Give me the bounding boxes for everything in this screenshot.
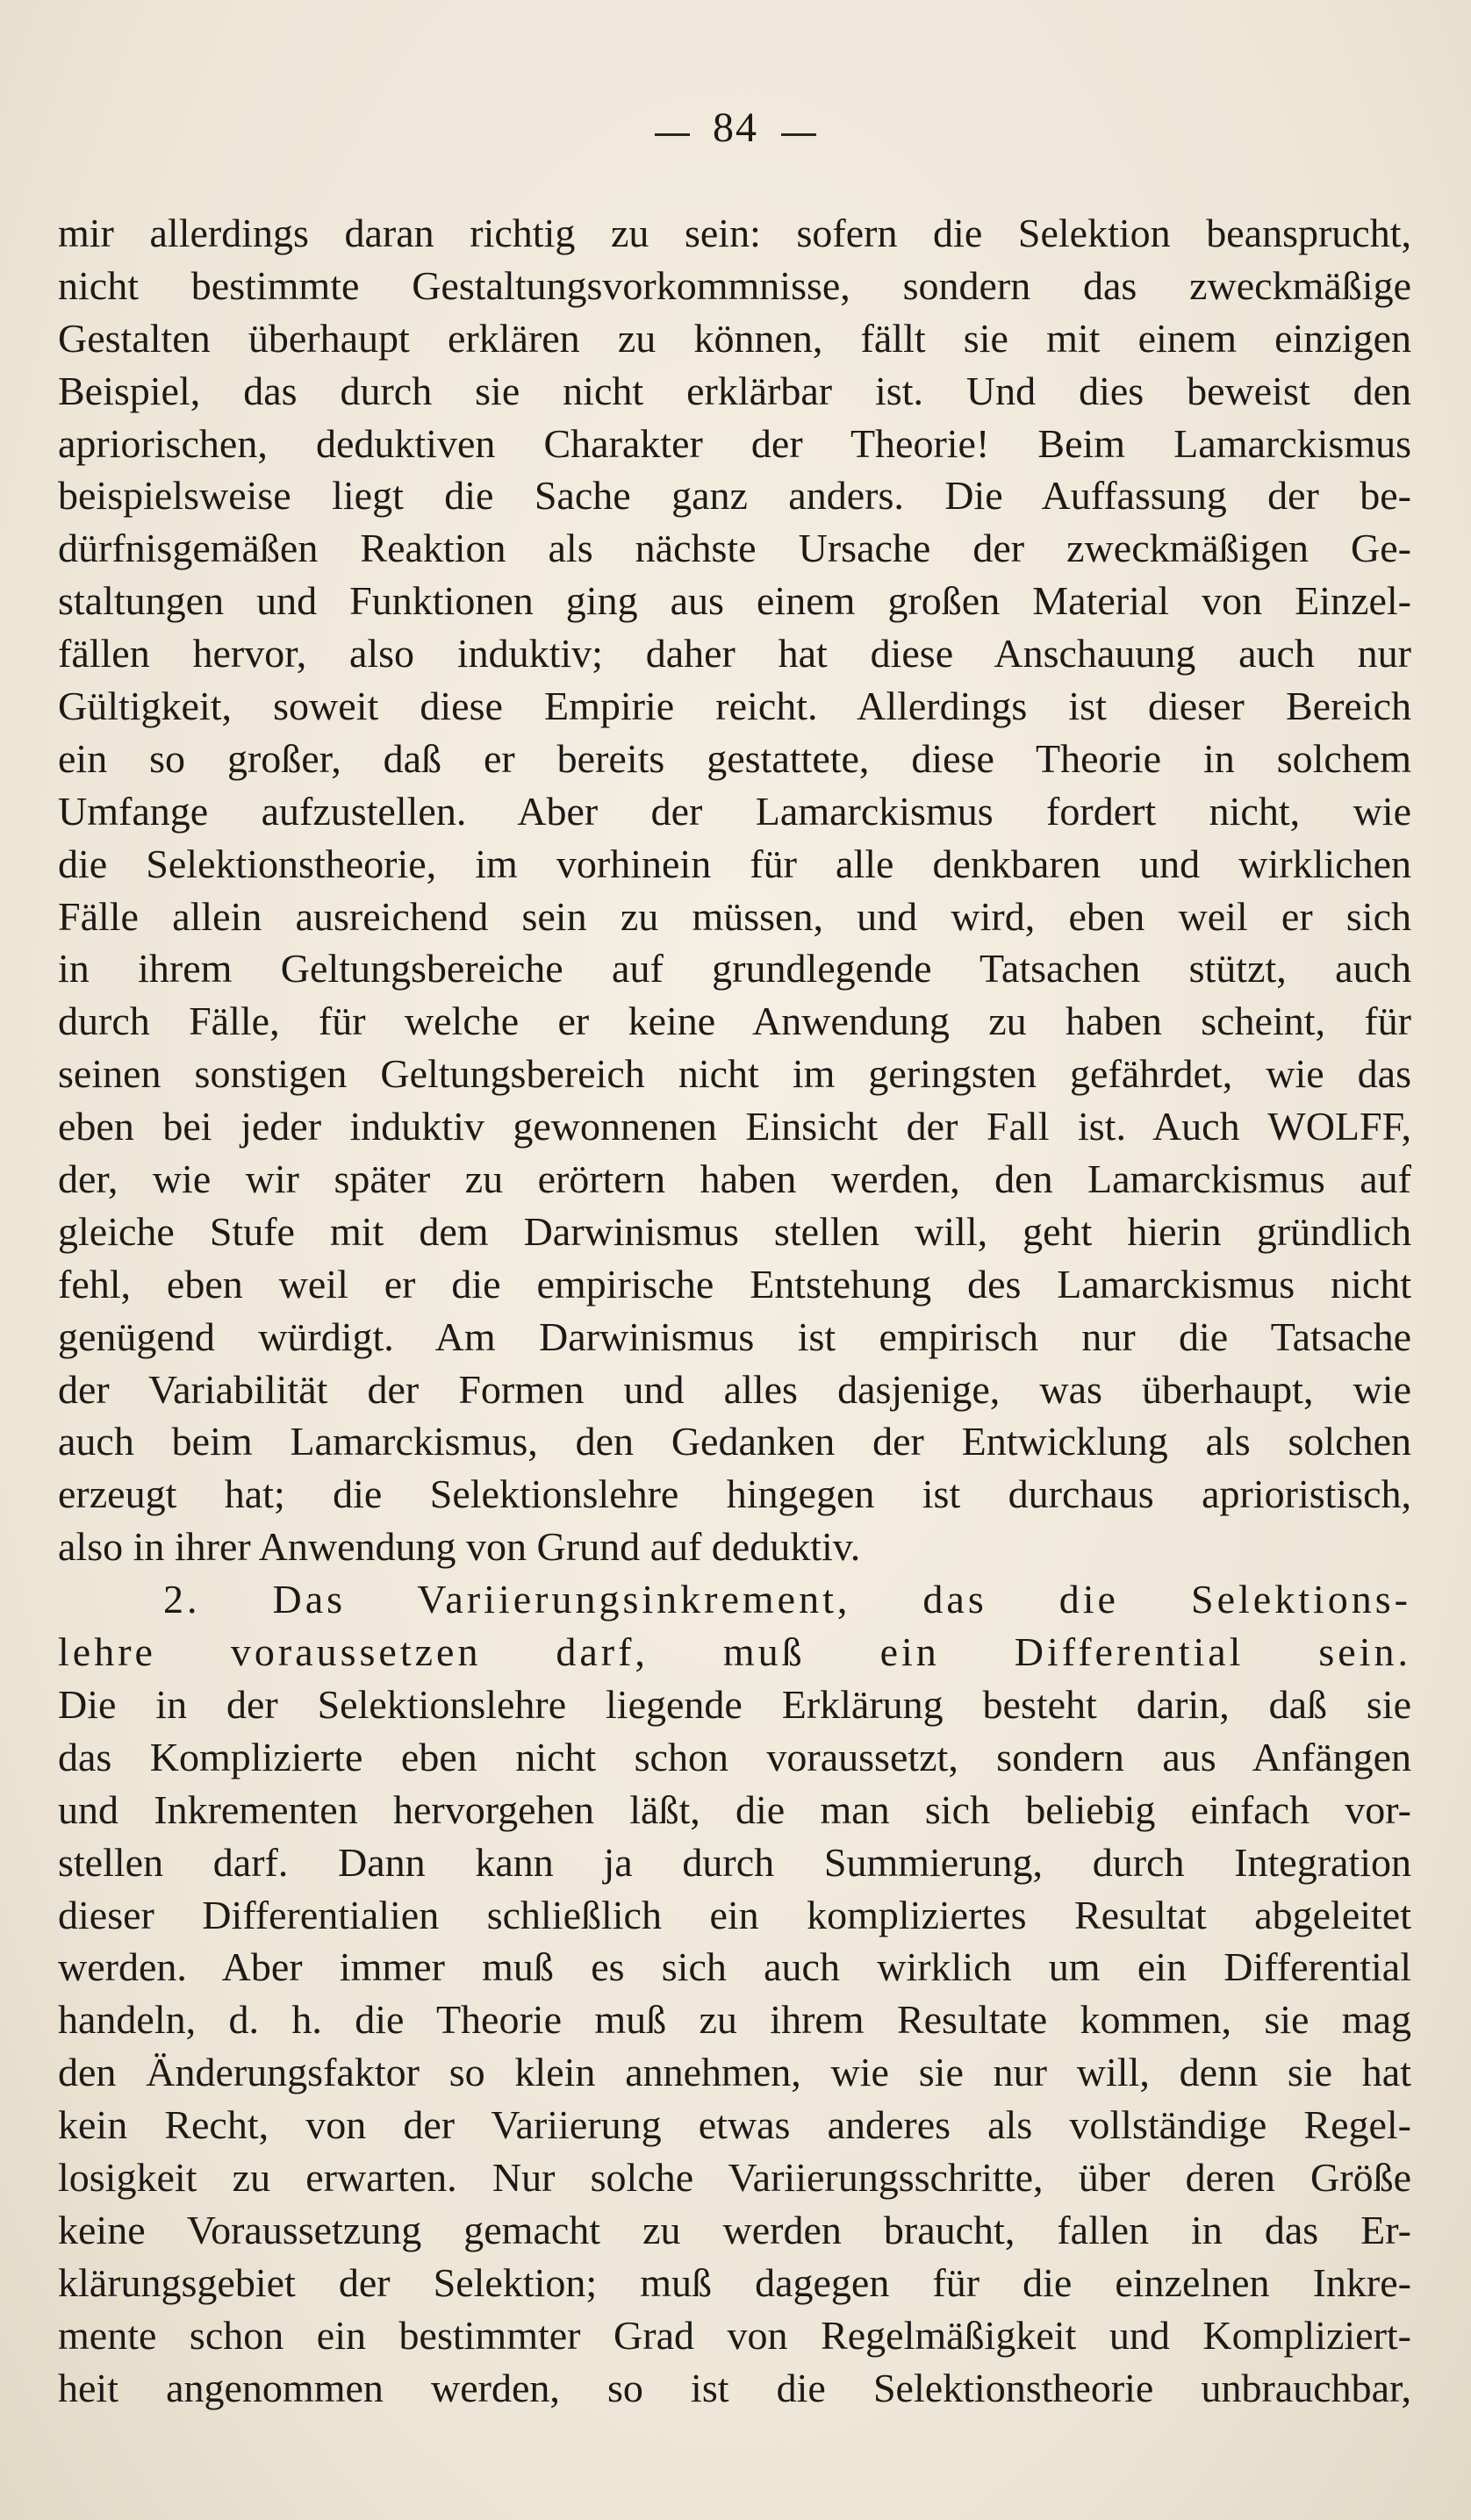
text-line-2: nicht bestimmte Gestaltungsvorkommnisse, sondern das zweckmäßige: [58, 262, 1411, 308]
text-line-7: dürfnisgemäßen Reaktion als nächste Ursache der zweckmäßigen Ge-: [58, 526, 1411, 571]
section-heading-line-1: 2. Das Variierungsinkrement, das die Selektions-: [163, 1577, 1411, 1622]
text-line-10: Gültigkeit, soweit diese Empirie reicht. Allerdings ist dieser Bereich: [58, 684, 1411, 729]
text-line-32: stellen darf. Dann kann ja durch Summierung, durch Integration: [58, 1839, 1411, 1885]
text-line-15: in ihrem Geltungsbereiche auf grundlegende Tatsachen stützt, auch: [58, 946, 1411, 992]
text-line-25: erzeugt hat; die Selektionslehre hingegen ist durchaus aprioristisch,: [58, 1471, 1411, 1517]
text-line-1: mir allerdings daran richtig zu sein: sofern die Selektion beansprucht,: [58, 211, 1411, 255]
text-line-34: werden. Aber immer muß es sich auch wirklich um ein Differential: [58, 1944, 1411, 1990]
text-line-38: losigkeit zu erwarten. Nur solche Variierungsschritte, über deren Größe: [58, 2154, 1411, 2200]
page-number-header: [0, 102, 1471, 154]
text-line-3: Gestalten überhaupt erklären zu können, fällt sie mit einem einzigen: [58, 315, 1411, 361]
left-dash: [655, 133, 690, 136]
text-line-14: Fälle allein ausreichend sein zu müssen, und wird, eben weil er sich: [58, 893, 1411, 939]
text-line-26: also in ihrer Anwendung von Grund auf deduktiv.: [58, 1524, 861, 1570]
text-line-17: seinen sonstigen Geltungsbereich nicht im geringsten gefährdet, wie das: [58, 1051, 1411, 1097]
section-heading-line-2: lehre voraussetzen darf, muß ein Differential sein.: [58, 1629, 1411, 1675]
text-line-23: der Variabilität der Formen und alles dasjenige, was überhaupt, wie: [58, 1366, 1411, 1412]
text-line-24: auch beim Lamarckismus, den Gedanken der Entwicklung als solchen: [58, 1419, 1411, 1464]
text-line-16: durch Fälle, für welche er keine Anwendung zu haben scheint, für: [58, 999, 1411, 1044]
text-line-40: klärungsgebiet der Selektion; muß dagegen für die einzelnen Inkre-: [58, 2259, 1411, 2305]
text-line-18: eben bei jeder induktiv gewonnenen Einsicht der Fall ist. Auch WOLFF,: [58, 1104, 1411, 1149]
text-line-4: Beispiel, das durch sie nicht erklärbar ist. Und dies beweist den: [58, 368, 1411, 413]
text-line-42: heit angenommen werden, so ist die Selektionstheorie unbrauchbar,: [58, 2365, 1411, 2410]
text-line-13: die Selektionstheorie, im vorhinein für alle denkbaren und wirklichen: [58, 841, 1411, 886]
body-text: [58, 207, 1411, 2414]
page-number: 84: [713, 104, 758, 151]
text-line-39: keine Voraussetzung gemacht zu werden braucht, fallen in das Er-: [58, 2207, 1411, 2252]
text-line-31: und Inkrementen hervorgehen läßt, die man sich beliebig einfach vor-: [58, 1786, 1411, 1832]
text-line-11: ein so großer, daß er bereits gestattete, diese Theorie in solchem: [58, 735, 1411, 781]
text-line-8: staltungen und Funktionen ging aus einem großen Material von Einzel-: [58, 578, 1411, 624]
text-line-22: genügend würdigt. Am Darwinismus ist empirisch nur die Tatsache: [58, 1314, 1411, 1359]
text-line-20: gleiche Stufe mit dem Darwinismus stellen will, geht hierin gründlich: [58, 1208, 1411, 1254]
text-line-37: kein Recht, von der Variierung etwas anderes als vollständige Regel-: [58, 2102, 1411, 2148]
text-line-12: Umfange aufzustellen. Aber der Lamarckismus fordert nicht, wie: [58, 788, 1411, 834]
text-line-33: dieser Differentialien schließlich ein kompliziertes Resultat abgeleitet: [58, 1892, 1411, 1937]
text-line-35: handeln, d. h. die Theorie muß zu ihrem Resultate kommen, sie mag: [58, 1997, 1411, 2043]
text-line-19: der, wie wir später zu erörtern haben werden, den Lamarckismus auf: [58, 1156, 1411, 1202]
text-line-6: beispielsweise liegt die Sache ganz anders. Die Auffassung der be-: [58, 473, 1411, 519]
text-line-36: den Änderungsfaktor so klein annehmen, wie sie nur will, denn sie hat: [58, 2050, 1411, 2095]
text-line-5: apriorischen, deduktiven Charakter der Theorie! Beim Lamarckismus: [58, 420, 1411, 466]
text-line-41: mente schon ein bestimmter Grad von Regelmäßigkeit und Kompliziert-: [58, 2312, 1411, 2358]
right-dash: [781, 133, 816, 136]
text-line-30: das Komplizierte eben nicht schon voraussetzt, sondern aus Anfängen: [58, 1734, 1411, 1779]
text-line-21: fehl, eben weil er die empirische Entstehung des Lamarckismus nicht: [58, 1261, 1411, 1307]
text-line-9: fällen hervor, also induktiv; daher hat diese Anschauung auch nur: [58, 631, 1411, 677]
text-line-29: Die in der Selektionslehre liegende Erklärung besteht darin, daß sie: [58, 1681, 1411, 1727]
